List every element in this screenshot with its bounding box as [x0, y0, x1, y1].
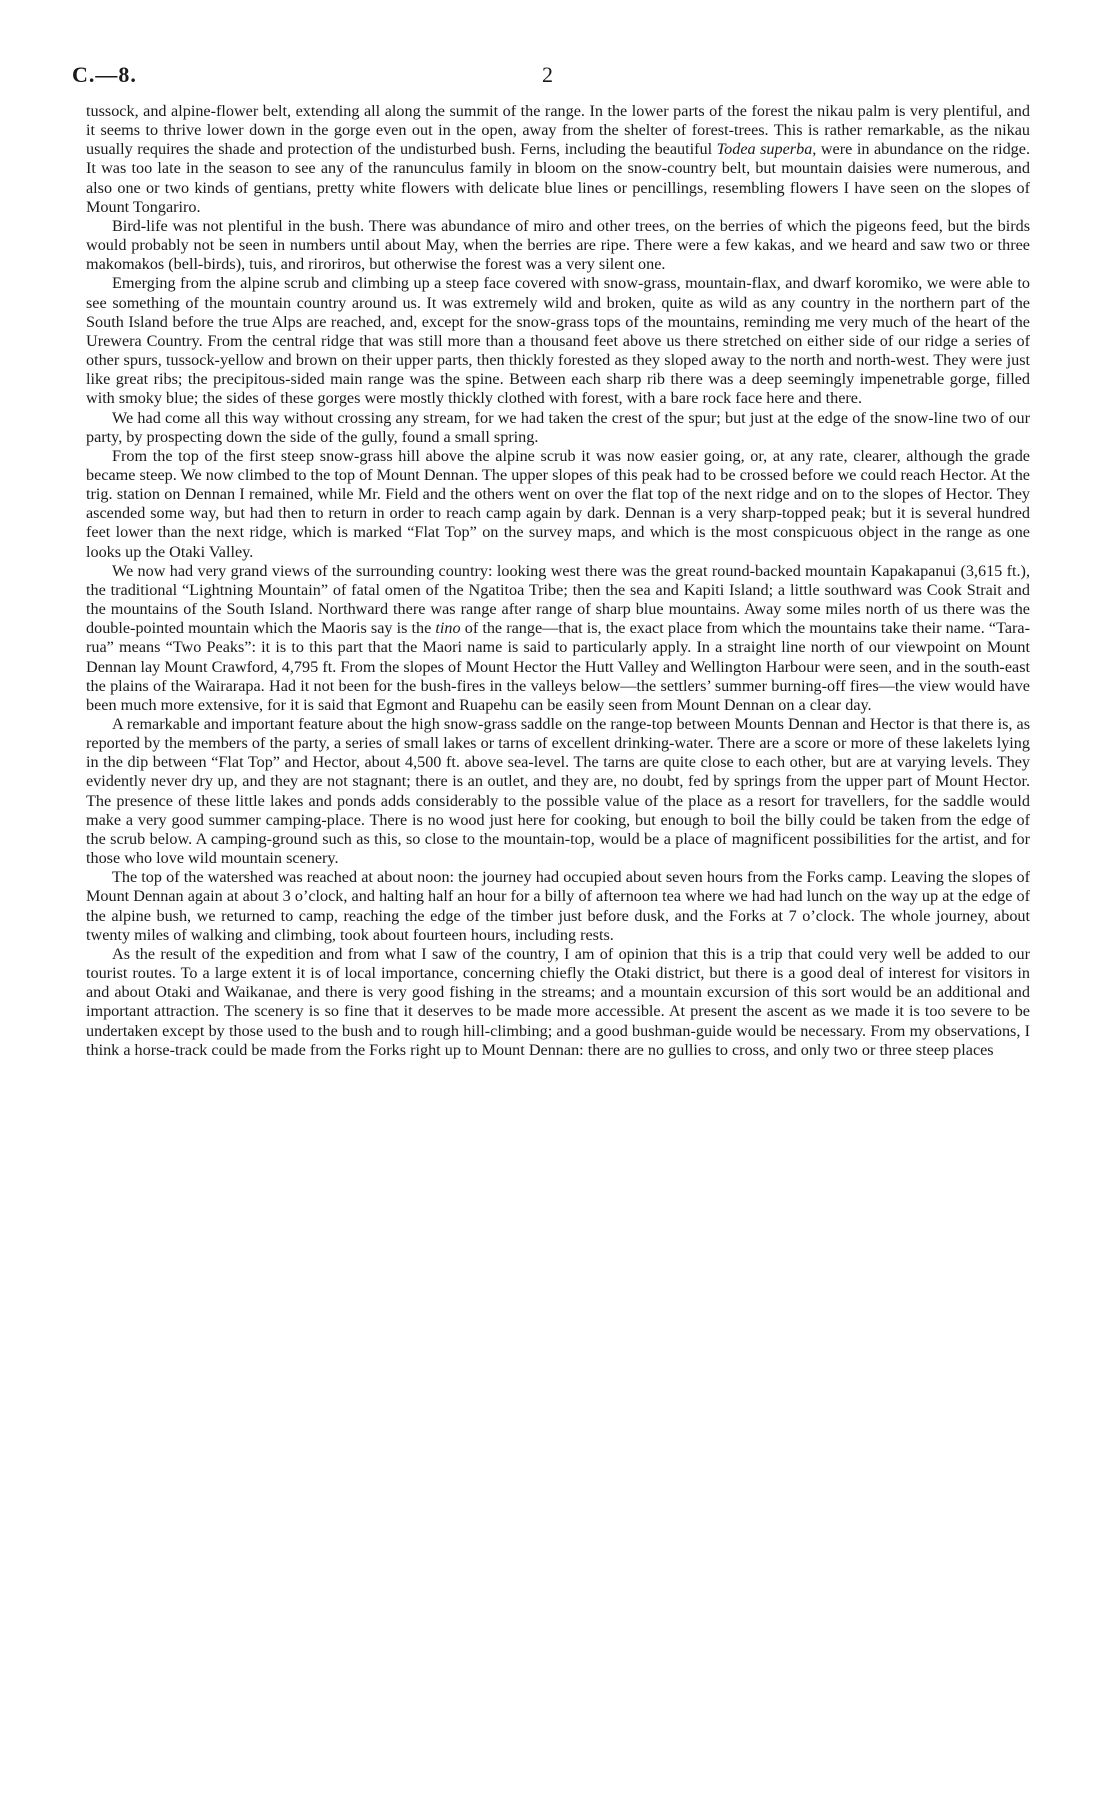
- paragraph: As the result of the expedition and from what I saw of the country, I am of opinion that this is a trip that could very well be added to our tourist routes. To a large extent it is of local importance, concerning chiefly the Otaki district, but there is a good deal of interest for visitors in and about Otaki and Waikanae, and there is very good fishing in the streams; and a mountain excursion of this sort would be an additional and important attraction. The scenery is so fine that it deserves to be made more accessible. At present the ascent as we made it is too severe to be undertaken except by those used to the bush and to rough hill-climbing; and a good bushman-guide would be necessary. From my observations, I think a horse-track could be made from the Forks right up to Mount Dennan: there are no gullies to cross, and only two or three steep places: [86, 944, 1030, 1059]
- document-reference: C.—8.: [72, 62, 137, 87]
- italic-text: Todea superba,: [716, 140, 817, 159]
- paragraph: A remarkable and important feature about the high snow-grass saddle on the range-top between Mounts Dennan and Hector is that there is, as reported by the members of the party, a series of small lakes or tarns of excellent drinking-water. There are a score or more of these lakelets lying in the dip between “Flat Top” and Hector, about 4,500 ft. above sea-level. The tarns are quite close to each other, but are at varying levels. They evidently never dry up, and they are not stagnant; there is an outlet, and they are, no doubt, fed by springs from the upper part of Mount Hector. The presence of these little lakes and ponds adds considerably to the possible value of the place as a resort for travellers, for the saddle would make a very good summer camping-place. There is no wood just here for cooking, but enough to boil the billy could be taken from the edge of the scrub below. A camping-ground such as this, so close to the mountain-top, would be a place of magnificent possibilities for the artist, and for those who love wild mountain scenery.: [86, 715, 1030, 868]
- page-number: 2: [542, 62, 553, 87]
- italic-text: tino: [435, 619, 461, 638]
- paragraph: We now had very grand views of the surrounding country: looking west there was the great round-backed mountain Kapakapanui (3,615 ft.), the traditional “Lightning Mountain” of fatal omen of the Ngatitoa Tribe; then the sea and Kapiti Island; a little southward was Cook Strait and the mountains of the South Island. Northward there was range after range of sharp blue mountains. Away some miles north of us there was the double-pointed mountain which the Maoris say is the tino of the range—that is, the exact place from which the mountains take their name. “Tara-rua” means “Two Peaks”: it is to this part that the Maori name is said to particularly apply. In a straight line north of our viewpoint on Mount Dennan lay Mount Crawford, 4,795 ft. From the slopes of Mount Hector the Hutt Valley and Wellington Harbour were seen, and in the south-east the plains of the Wairarapa. Had it not been for the bush-fires in the valleys below—the settlers’ summer burning-off fires—the view would have been much more extensive, for it is said that Egmont and Ruapehu can be easily seen from Mount Dennan on a clear day.: [86, 561, 1030, 714]
- paragraph: tussock, and alpine-flower belt, extending all along the summit of the range. In the lower parts of the forest the nikau palm is very plentiful, and it seems to thrive lower down in the gorge even out in the open, away from the shelter of forest-trees. This is rather remarkable, as the nikau usually requires the shade and protection of the undisturbed bush. Ferns, including the beautiful Todea superba, were in abundance on the ridge. It was too late in the season to see any of the ranunculus family in bloom on the snow-country belt, but mountain daisies were numerous, and also one or two kinds of gentians, pretty white flowers with delicate blue lines or pencillings, resembling flowers I have seen on the slopes of Mount Tongariro.: [86, 102, 1030, 216]
- page-header: [72, 62, 1032, 92]
- paragraph: We had come all this way without crossing any stream, for we had taken the crest of the spur; but just at the edge of the snow-line two of our party, by prospecting down the side of the gully, found a small spring.: [86, 408, 1030, 446]
- paragraph: The top of the watershed was reached at about noon: the journey had occupied about seven hours from the Forks camp. Leaving the slopes of Mount Dennan again at about 3 o’clock, and halting half an hour for a billy of afternoon tea where we had had lunch on the way up at the edge of the alpine bush, we returned to camp, reaching the edge of the timber just before dusk, and the Forks at 7 o’clock. The whole journey, about twenty miles of walking and climbing, took about fourteen hours, including rests.: [86, 868, 1030, 944]
- paragraph: From the top of the first steep snow-grass hill above the alpine scrub it was now easier going, or, at any rate, clearer, although the grade became steep. We now climbed to the top of Mount Dennan. The upper slopes of this peak had to be crossed before we could reach Hector. At the trig. station on Dennan I remained, while Mr. Field and the others went on over the flat top of the next ridge and on to the slopes of Hector. They ascended some way, but had then to return in order to reach camp again by dark. Dennan is a very sharp-topped peak; but it is several hundred feet lower than the next ridge, which is marked “Flat Top” on the survey maps, and which is the most conspicuous object in the range as one looks up the Otaki Valley.: [86, 446, 1030, 561]
- paragraph: Bird-life was not plentiful in the bush. There was abundance of miro and other trees, on the berries of which the pigeons feed, but the birds would probably not be seen in numbers until about May, when the berries are ripe. There were a few kakas, and we heard and saw two or three makomakos (bell-birds), tuis, and riroriros, but otherwise the forest was a very silent one.: [86, 216, 1030, 274]
- body-text: [86, 102, 1030, 1060]
- paragraph: Emerging from the alpine scrub and climbing up a steep face covered with snow-grass, mountain-flax, and dwarf koromiko, we were able to see something of the mountain country around us. It was extremely wild and broken, quite as wild as any country in the northern part of the South Island before the true Alps are reached, and, except for the snow-grass tops of the mountains, reminding me very much of the heart of the Urewera Country. From the central ridge that was still more than a thousand feet above us there stretched on either side of our ridge a series of other spurs, tussock-yellow and brown on their upper parts, then thickly forested as they sloped away to the north and north-west. They were just like great ribs; the precipitous-sided main range was the spine. Between each sharp rib there was a deep seemingly impenetrable gorge, filled with smoky blue; the sides of these gorges were mostly thickly clothed with forest, with a bare rock face here and there.: [86, 274, 1030, 408]
